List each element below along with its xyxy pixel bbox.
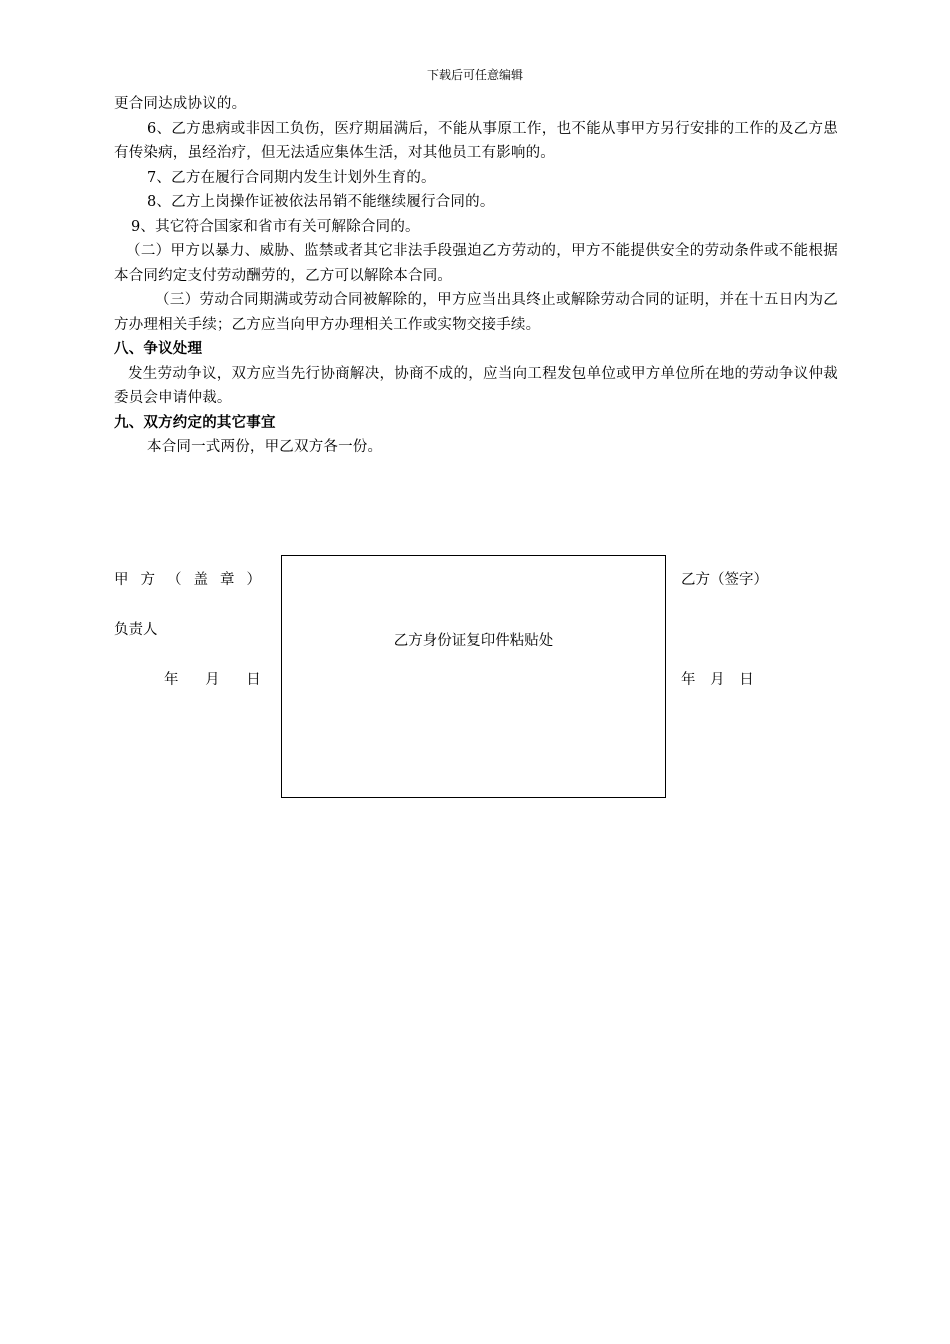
paragraph-continuation: 更合同达成协议的。 xyxy=(114,96,247,112)
copies-paragraph: 本合同一式两份，甲乙双方各一份。 xyxy=(147,439,383,455)
contract-body xyxy=(114,92,838,460)
section-heading-dispute: 八、争议处理 xyxy=(114,341,203,357)
party-a-date-label: 年 月 日 xyxy=(164,672,261,688)
clause-8: 8、乙方上岗操作证被依法吊销不能继续履行合同的。 xyxy=(147,194,495,210)
clause-7: 7、乙方在履行合同期内发生计划外生育的。 xyxy=(147,169,436,186)
party-a-responsible-label: 负责人 xyxy=(114,622,158,638)
party-a-seal-label: 甲方（盖章） xyxy=(114,572,273,588)
clause-9: 9、其它符合国家和省市有关可解除合同的。 xyxy=(131,218,420,235)
id-copy-paste-label: 乙方身份证复印件粘贴处 xyxy=(393,633,554,649)
party-b-date-label: 年 月 日 xyxy=(681,672,754,688)
clause-6: 6、乙方患病或非因工负伤，医疗期届满后，不能从事原工作，也不能从事甲方另行安排的工作的及乙方患有传染病，虽经治疗，但无法适应集体生活，对其他员工有影响的。 xyxy=(114,120,838,161)
dispute-paragraph: 发生劳动争议，双方应当先行协商解决，协商不成的，应当向工程发包单位或甲方单位所在地的劳动争议仲裁委员会申请仲裁。 xyxy=(114,365,838,406)
clause-two: （二）甲方以暴力、威胁、监禁或者其它非法手段强迫乙方劳动的，甲方不能提供安全的劳动条件或不能根据本合同约定支付劳动酬劳的，乙方可以解除本合同。 xyxy=(114,243,838,284)
section-heading-other-matters: 九、双方约定的其它事宜 xyxy=(114,414,276,431)
clause-three: （三）劳动合同期满或劳动合同被解除的，甲方应当出具终止或解除劳动合同的证明，并在十五日内为乙方办理相关手续；乙方应当向甲方办理相关工作或实物交接手续。 xyxy=(114,292,838,333)
page-header: 下载后可任意编辑 xyxy=(426,68,523,82)
party-b-signature-label: 乙方（签字） xyxy=(681,572,768,588)
id-copy-paste-box xyxy=(281,555,666,798)
